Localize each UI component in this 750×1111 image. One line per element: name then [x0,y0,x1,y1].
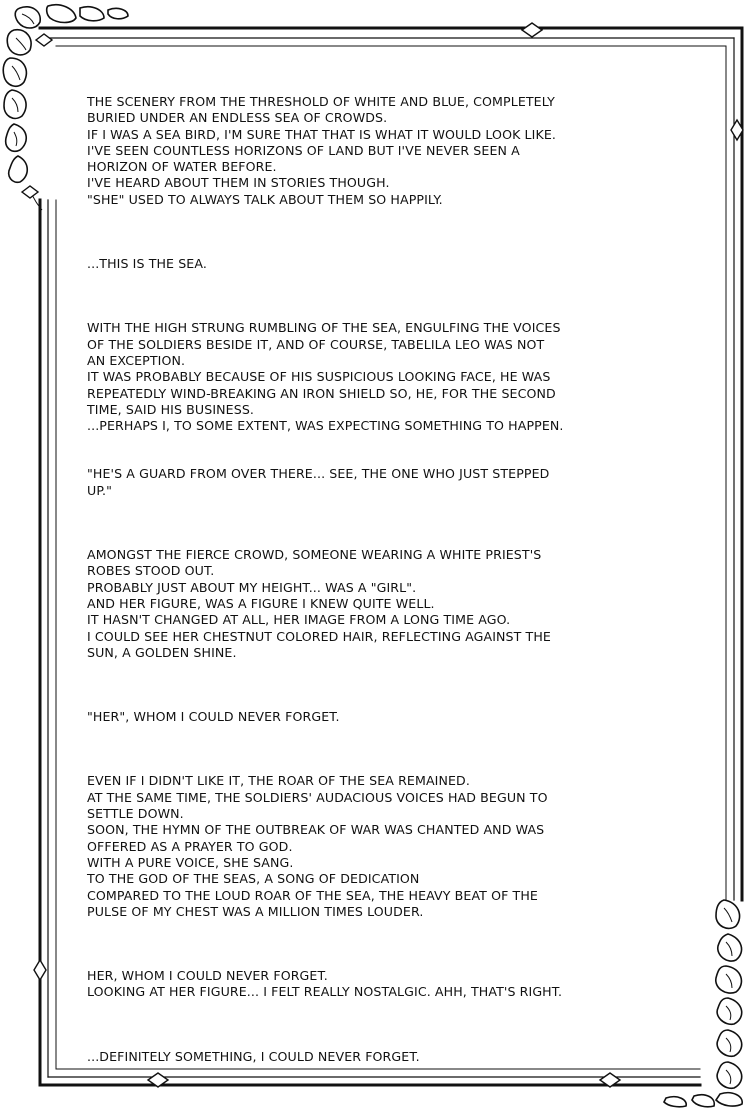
text-line: WITH A PURE VOICE, SHE SANG. [87,854,294,870]
text-line: HER, WHOM I COULD NEVER FORGET. [87,968,328,984]
text-line: ...DEFINITELY SOMETHING, I COULD NEVER FORGET. [87,1048,420,1064]
paragraph-7 [87,773,687,920]
paragraph-5 [87,547,687,661]
text-line: ...PERHAPS I, TO SOME EXTENT, WAS EXPECTING SOMETHING TO HAPPEN. [87,418,564,434]
paragraph-4 [87,466,687,499]
text-line: OFFERED AS A PRAYER TO GOD. [87,838,293,854]
story-text [87,94,687,1065]
text-line: "SHE" USED TO ALWAYS TALK ABOUT THEM SO HAPPILY. [87,191,443,207]
text-line: SUN, A GOLDEN SHINE. [87,644,237,660]
text-line: UP." [87,482,113,498]
text-line: PULSE OF MY CHEST WAS A MILLION TIMES LOUDER. [87,903,424,919]
text-line: IT HASN'T CHANGED AT ALL, HER IMAGE FROM A LONG TIME AGO. [87,612,511,628]
text-line: TIME, SAID HIS BUSINESS. [87,401,255,417]
text-line: SETTLE DOWN. [87,806,184,822]
text-line: THE SCENERY FROM THE THRESHOLD OF WHITE AND BLUE, COMPLETELY [87,94,555,109]
text-line: IF I WAS A SEA BIRD, I'M SURE THAT THAT IS WHAT IT WOULD LOOK LIKE. [87,126,556,142]
text-line: AN EXCEPTION. [87,352,186,368]
text-line: ROBES STOOD OUT. [87,563,215,579]
paragraph-6 [87,709,687,725]
text-line: COMPARED TO THE LOUD ROAR OF THE SEA, THE HEAVY BEAT OF THE [87,887,538,903]
text-line: I COULD SEE HER CHESTNUT COLORED HAIR, REFLECTING AGAINST THE [87,628,551,644]
text-line: BURIED UNDER AN ENDLESS SEA OF CROWDS. [87,110,388,126]
text-line: AMONGST THE FIERCE CROWD, SOMEONE WEARING A WHITE PRIEST'S [87,547,542,563]
text-line: ...THIS IS THE SEA. [87,256,207,272]
paragraph-9 [87,1049,687,1065]
text-line: I'VE SEEN COUNTLESS HORIZONS OF LAND BUT I'VE NEVER SEEN A [87,142,520,158]
text-line: "HER", WHOM I COULD NEVER FORGET. [87,709,340,725]
text-line: OF THE SOLDIERS BESIDE IT, AND OF COURSE, TABELILA LEO WAS NOT [87,336,545,352]
text-line: WITH THE HIGH STRUNG RUMBLING OF THE SEA, ENGULFING THE VOICES [87,320,561,336]
paragraph-8 [87,968,687,1001]
paragraph-2 [87,256,687,272]
text-line: SOON, THE HYMN OF THE OUTBREAK OF WAR WAS CHANTED AND WAS [87,822,545,838]
text-line: AT THE SAME TIME, THE SOLDIERS' AUDACIOUS VOICES HAD BEGUN TO [87,789,548,805]
text-line: HORIZON OF WATER BEFORE. [87,159,277,175]
text-line: REPEATEDLY WIND-BREAKING AN IRON SHIELD SO, HE, FOR THE SECOND [87,385,556,401]
text-line: PROBABLY JUST ABOUT MY HEIGHT... WAS A "GIRL". [87,579,417,595]
text-line: AND HER FIGURE, WAS A FIGURE I KNEW QUITE WELL. [87,595,435,611]
text-line: "HE'S A GUARD FROM OVER THERE... SEE, THE ONE WHO JUST STEPPED [87,466,550,482]
text-line: IT WAS PROBABLY BECAUSE OF HIS SUSPICIOUS LOOKING FACE, HE WAS [87,369,551,385]
text-line: LOOKING AT HER FIGURE... I FELT REALLY NOSTALGIC. AHH, THAT'S RIGHT. [87,984,563,1000]
text-line: EVEN IF I DIDN'T LIKE IT, THE ROAR OF THE SEA REMAINED. [87,773,470,789]
paragraph-1 [87,94,687,208]
text-line: I'VE HEARD ABOUT THEM IN STORIES THOUGH. [87,175,390,191]
text-line: TO THE GOD OF THE SEAS, A SONG OF DEDICATION [87,871,420,887]
paragraph-3 [87,320,687,434]
